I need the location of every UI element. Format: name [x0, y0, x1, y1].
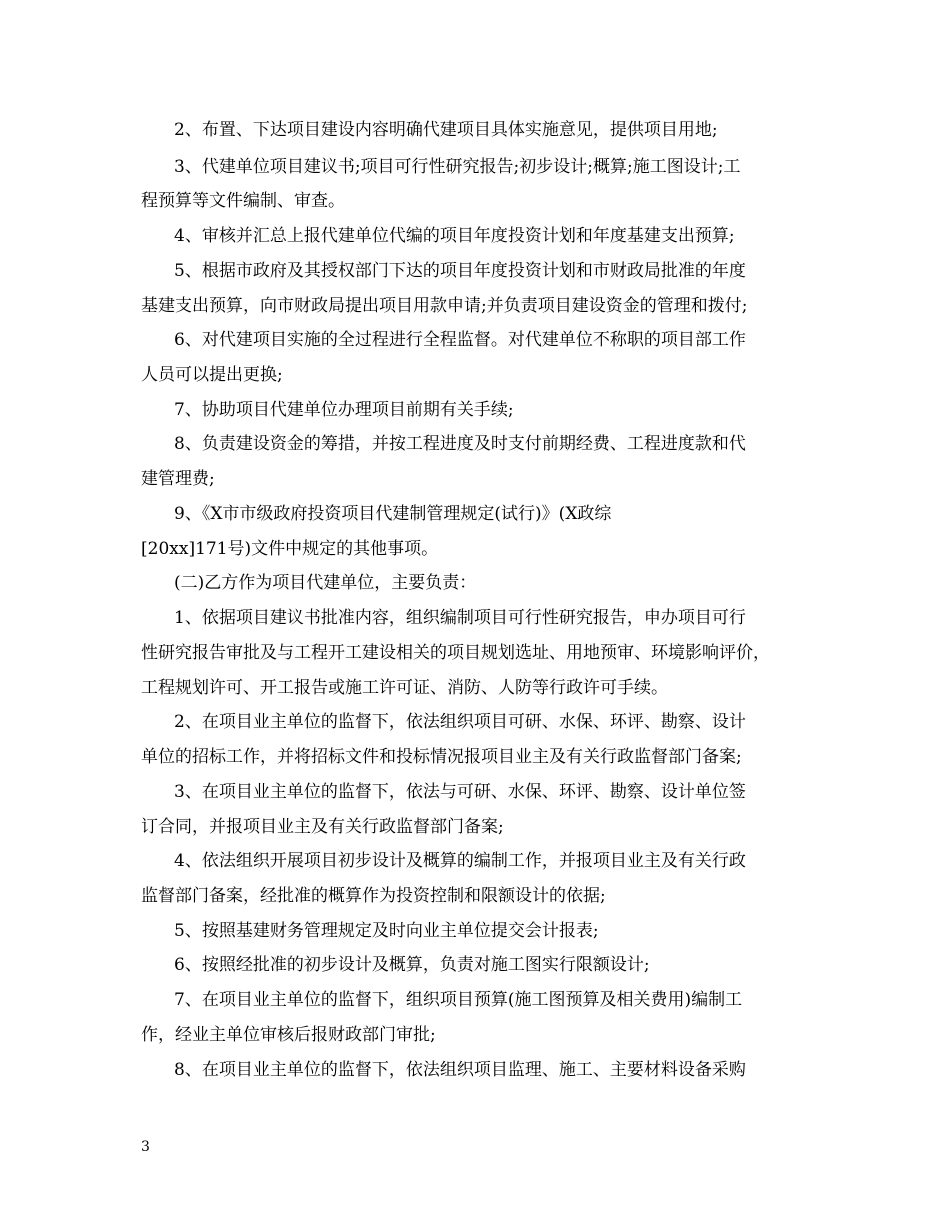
text-line: 3、在项目业主单位的监督下，依法与可研、水保、环评、勘察、设计单位签 — [174, 782, 746, 802]
text-line: 8、负责建设资金的筹措，并按工程进度及时支付前期经费、工程进度款和代 — [174, 434, 746, 454]
text-line: 订合同，并报项目业主及有关行政监督部门备案; — [141, 817, 504, 837]
text-line: [20xx]171号)文件中规定的其他事项。 — [141, 539, 439, 559]
text-line: 基建支出预算，向市财政局提出项目用款申请;并负责项目建设资金的管理和拨付; — [141, 296, 748, 316]
text-line: 4、审核并汇总上报代建单位代编的项目年度投资计划和年度基建支出预算; — [174, 226, 735, 246]
text-line: 9、《X市市级政府投资项目代建制管理规定(试行)》(X政综 — [174, 504, 612, 524]
text-line: 7、协助项目代建单位办理项目前期有关手续; — [174, 400, 514, 420]
text-line: 4、依法组织开展项目初步设计及概算的编制工作，并报项目业主及有关行政 — [174, 851, 746, 871]
text-line: 2、布置、下达项目建设内容明确代建项目具体实施意见，提供项目用地; — [174, 120, 718, 140]
text-line: 1、依据项目建议书批准内容，组织编制项目可行性研究报告，申办项目可行 — [174, 608, 746, 628]
page-number: 3 — [141, 1139, 150, 1155]
text-line: 7、在项目业主单位的监督下，组织项目预算(施工图预算及相关费用)编制工 — [174, 990, 743, 1010]
text-line: 2、在项目业主单位的监督下，依法组织项目可研、水保、环评、勘察、设计 — [174, 712, 746, 732]
text-line: 8、在项目业主单位的监督下，依法组织项目监理、施工、主要材料设备采购 — [174, 1060, 746, 1080]
text-line: 建管理费; — [141, 469, 215, 489]
text-line: 5、根据市政府及其授权部门下达的项目年度投资计划和市财政局批准的年度 — [174, 261, 746, 281]
text-line: 作，经业主单位审核后报财政部门审批; — [141, 1025, 436, 1045]
text-line: 6、按照经批准的初步设计及概算，负责对施工图实行限额设计; — [174, 955, 650, 975]
text-line: 程预算等文件编制、审查。 — [141, 191, 345, 211]
text-line: 3、代建单位项目建议书;项目可行性研究报告;初步设计;概算;施工图设计;工 — [174, 157, 741, 177]
text-line: 监督部门备案，经批准的概算作为投资控制和限额设计的依据; — [141, 886, 606, 906]
text-line: 人员可以提出更换; — [141, 365, 283, 385]
text-line: 工程规划许可、开工报告或施工许可证、消防、人防等行政许可手续。 — [141, 678, 668, 698]
text-line: (二)乙方作为项目代建单位，主要负责： — [174, 573, 477, 593]
text-line: 单位的招标工作，并将招标文件和投标情况报项目业主及有关行政监督部门备案; — [141, 747, 742, 767]
text-line: 6、对代建项目实施的全过程进行全程监督。对代建单位不称职的项目部工作 — [174, 330, 746, 350]
text-line: 性研究报告审批及与工程开工建设相关的项目规划选址、用地预审、环境影响评价， — [141, 643, 770, 663]
text-line: 5、按照基建财务管理规定及时向业主单位提交会计报表; — [174, 921, 599, 941]
